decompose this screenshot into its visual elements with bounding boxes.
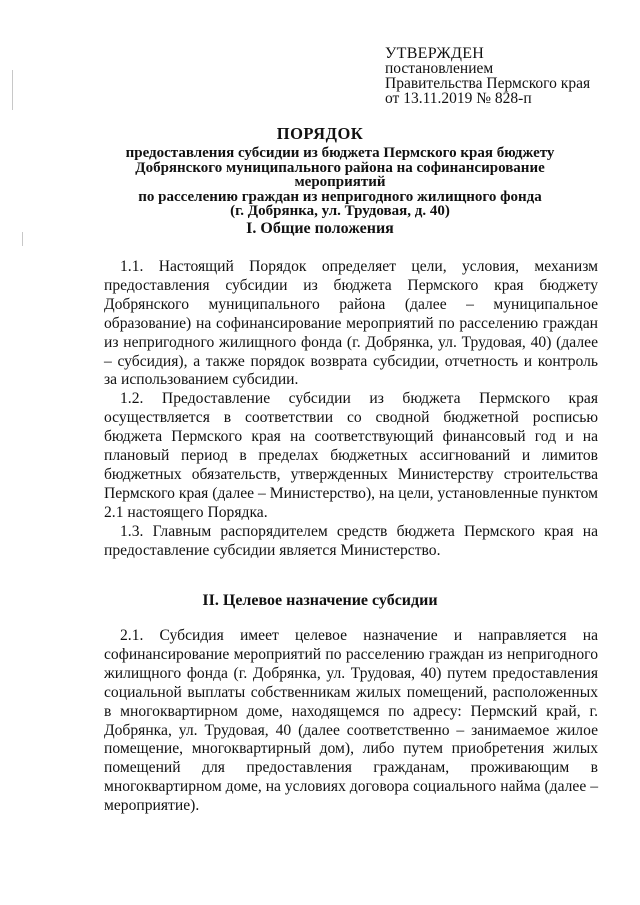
document-subtitle — [90, 146, 590, 219]
approval-line: Правительства Пермского края — [385, 75, 591, 92]
scan-artifact — [12, 70, 13, 110]
subtitle-line: Добрянского муниципального района на софинансирование мероприятий — [135, 159, 545, 190]
approval-line: от 13.11.2019 № 828-п — [385, 90, 532, 107]
paragraph: 2.1. Субсидия имеет целевое назначение и направляется на софинансирование мероприятий по расселению граждан из непригодного жилищного фонда (г. Добрянка, ул. Трудовая, 40) путем предоставления социальной выплаты собственникам жилых помещений, расположенных в многоквартирном доме, находящемся по адресу: Пермский край, г. Добрянка, ул. Трудовая, 40 (далее соответственно – занимаемое жилое помещение, многоквартирный дом), либо путем приобретения жилых помещений для предоставления гражданам, проживающим в многоквартирном доме, на условиях договора социального найма (далее – мероприятие). — [104, 627, 598, 815]
approval-line: постановлением — [385, 60, 494, 77]
paragraph: 1.1. Настоящий Порядок определяет цели, условия, механизм предоставления субсидии из бюджета Пермского края бюджету Добрянского муниципального района (далее – муниципальное образование) на софинансирование мероприятий по расселению граждан из непригодного жилищного фонда (г. Добрянка, ул. Трудовая, 40) (далее – субсидия), а также порядок возврата субсидии, отчетность и контроль за использованием субсидии. — [104, 258, 598, 389]
paragraph: 1.2. Предоставление субсидии из бюджета Пермского края осуществляется в соответствии со сводной бюджетной росписью бюджета Пермского края на соответствующий финансовый год и на плановый период в пределах бюджетных ассигнований и лимитов бюджетных обязательств, утвержденных Министерству строительства Пермского края (далее – Министерство), на цели, установленные пунктом 2.1 настоящего Порядка. — [104, 390, 598, 521]
subtitle-line: по расселению граждан из непригодного жилищного фонда — [138, 188, 542, 205]
section-heading: II. Целевое назначение субсидии — [202, 592, 438, 609]
subtitle-line: (г. Добрянка, ул. Трудовая, д. 40) — [230, 203, 450, 219]
approval-stamp — [385, 46, 590, 106]
section-body — [104, 258, 598, 561]
document-title: ПОРЯДОК — [276, 124, 364, 143]
section-body — [104, 627, 598, 816]
paragraph: 1.3. Главным распорядителем средств бюджета Пермского края на предоставление субсидии является Министерство. — [104, 522, 598, 559]
section-heading: I. Общие положения — [246, 220, 394, 237]
approval-title: УТВЕРЖДЕН — [385, 45, 485, 62]
subtitle-line: предоставления субсидии из бюджета Пермского края бюджету — [125, 145, 555, 161]
